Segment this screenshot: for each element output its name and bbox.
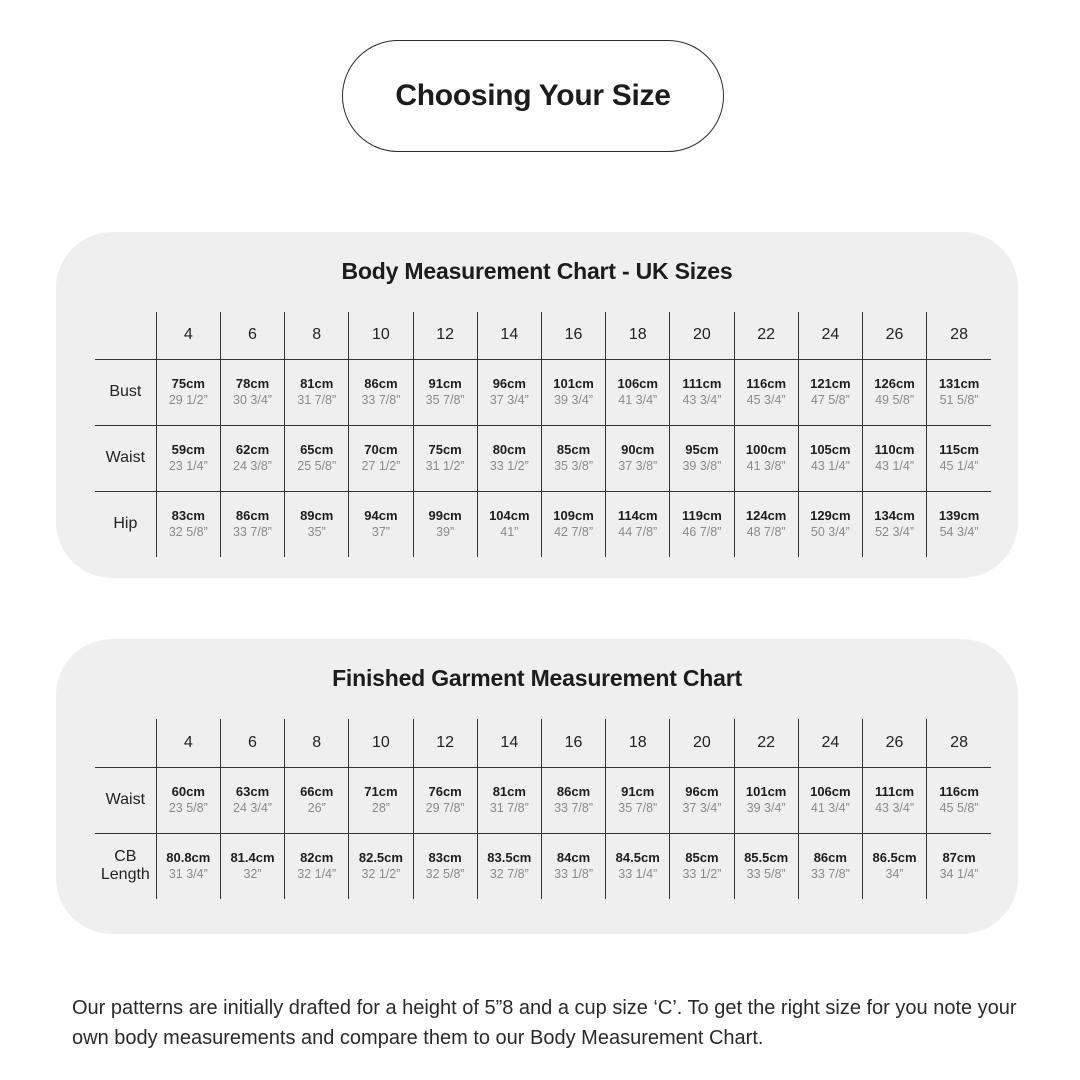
inch-value: 52 3/4” bbox=[875, 525, 914, 540]
measurement-cell bbox=[606, 491, 670, 557]
inch-value: 44 7/8” bbox=[618, 525, 658, 540]
size-header: 28 bbox=[927, 312, 991, 359]
measurement-cell bbox=[220, 359, 284, 425]
cm-value: 71cm bbox=[364, 784, 398, 799]
cm-value: 106cm bbox=[617, 376, 658, 391]
size-header: 12 bbox=[413, 719, 477, 767]
measurement-cell bbox=[734, 359, 798, 425]
inch-value: 45 5/8” bbox=[939, 801, 979, 815]
measurement-cell bbox=[541, 833, 605, 899]
measurement-cell bbox=[862, 491, 926, 557]
measurement-cell bbox=[670, 491, 734, 557]
measurement-cell bbox=[413, 491, 477, 557]
inch-value: 29 7/8” bbox=[425, 801, 465, 815]
inch-value: 33 7/8” bbox=[554, 801, 593, 815]
cm-value: 80cm bbox=[492, 442, 526, 457]
body-measurement-table bbox=[95, 312, 991, 557]
inch-value: 35 7/8” bbox=[618, 801, 658, 815]
measurement-cell bbox=[670, 425, 734, 491]
inch-value: 32 1/4” bbox=[297, 867, 337, 882]
inch-value: 29 1/2” bbox=[168, 393, 208, 407]
cm-value: 75cm bbox=[428, 442, 462, 457]
measurement-cell bbox=[156, 491, 220, 557]
cm-value: 106cm bbox=[810, 784, 851, 799]
table-row bbox=[95, 359, 991, 425]
measurement-cell bbox=[541, 359, 605, 425]
size-header: 10 bbox=[349, 719, 413, 767]
inch-value: 35” bbox=[307, 525, 326, 540]
inch-value: 39 3/4” bbox=[746, 801, 786, 815]
inch-value: 31 7/8” bbox=[297, 393, 337, 407]
inch-value: 43 1/4” bbox=[875, 459, 914, 473]
size-header: 12 bbox=[413, 312, 477, 359]
size-header: 24 bbox=[798, 719, 862, 767]
cm-value: 82cm bbox=[300, 850, 334, 866]
inch-value: 48 7/8” bbox=[746, 525, 786, 540]
inch-value: 25 5/8” bbox=[297, 459, 337, 473]
inch-value: 33 1/2” bbox=[489, 459, 529, 473]
inch-value: 43 3/4” bbox=[682, 393, 722, 407]
cm-value: 81cm bbox=[300, 376, 334, 391]
inch-value: 24 3/4” bbox=[233, 801, 272, 815]
cm-value: 111cm bbox=[682, 376, 722, 391]
row-label: Bust bbox=[95, 359, 156, 425]
measurement-cell bbox=[606, 833, 670, 899]
size-header: 8 bbox=[285, 312, 349, 359]
inch-value: 23 5/8” bbox=[168, 801, 208, 815]
inch-value: 32” bbox=[243, 867, 262, 882]
inch-value: 31 3/4” bbox=[168, 867, 208, 882]
inch-value: 37 3/4” bbox=[682, 801, 722, 815]
cm-value: 124cm bbox=[745, 508, 787, 524]
cm-value: 81cm bbox=[492, 784, 526, 799]
measurement-cell bbox=[349, 767, 413, 833]
row-label: CB Length bbox=[95, 833, 156, 899]
cm-value: 96cm bbox=[492, 376, 526, 391]
measurement-cell bbox=[477, 767, 541, 833]
cm-value: 111cm bbox=[875, 784, 915, 799]
inch-value: 33 5/8” bbox=[746, 867, 786, 882]
size-header: 26 bbox=[862, 719, 926, 767]
measurement-cell bbox=[734, 767, 798, 833]
measurement-cell bbox=[798, 425, 862, 491]
size-header: 6 bbox=[220, 312, 284, 359]
cm-value: 84.5cm bbox=[615, 850, 660, 866]
table-row bbox=[95, 425, 991, 491]
inch-value: 31 1/2” bbox=[425, 459, 465, 473]
cm-value: 96cm bbox=[685, 784, 719, 799]
cm-value: 86.5cm bbox=[872, 850, 917, 866]
cm-value: 84cm bbox=[556, 850, 591, 866]
inch-value: 33 1/8” bbox=[554, 867, 593, 882]
inch-value: 37 3/8” bbox=[618, 459, 658, 473]
size-header: 24 bbox=[798, 312, 862, 359]
measurement-cell bbox=[285, 767, 349, 833]
measurement-cell bbox=[477, 359, 541, 425]
cm-value: 86cm bbox=[813, 850, 847, 866]
measurement-cell bbox=[798, 767, 862, 833]
measurement-cell bbox=[670, 359, 734, 425]
inch-value: 41 3/4” bbox=[618, 393, 658, 407]
inch-value: 37 3/4” bbox=[489, 393, 529, 407]
inch-value: 27 1/2” bbox=[361, 459, 401, 473]
size-header: 20 bbox=[670, 312, 734, 359]
inch-value: 45 3/4” bbox=[746, 393, 786, 407]
cm-value: 100cm bbox=[745, 442, 787, 457]
measurement-cell bbox=[285, 833, 349, 899]
measurement-cell bbox=[220, 833, 284, 899]
measurement-cell bbox=[285, 425, 349, 491]
measurement-cell bbox=[670, 833, 734, 899]
inch-value: 45 1/4” bbox=[939, 459, 979, 473]
cm-value: 104cm bbox=[489, 508, 530, 524]
cm-value: 85cm bbox=[556, 442, 591, 457]
cm-value: 82.5cm bbox=[358, 850, 403, 866]
inch-value: 32 7/8” bbox=[489, 867, 529, 882]
cm-value: 101cm bbox=[553, 376, 594, 391]
cm-value: 81.4cm bbox=[230, 850, 275, 866]
measurement-cell bbox=[156, 359, 220, 425]
row-label: Waist bbox=[95, 425, 156, 491]
inch-value: 51 5/8” bbox=[939, 393, 979, 407]
measurement-cell bbox=[927, 425, 991, 491]
cm-value: 63cm bbox=[235, 784, 270, 799]
cm-value: 62cm bbox=[235, 442, 270, 457]
measurement-cell bbox=[349, 833, 413, 899]
cm-value: 87cm bbox=[942, 850, 976, 866]
cm-value: 83cm bbox=[428, 850, 462, 866]
inch-value: 43 3/4” bbox=[875, 801, 914, 815]
row-label: Hip bbox=[95, 491, 156, 557]
cm-value: 76cm bbox=[428, 784, 462, 799]
measurement-cell bbox=[156, 767, 220, 833]
measurement-cell bbox=[477, 833, 541, 899]
body-measurement-panel bbox=[56, 232, 1018, 578]
cm-value: 119cm bbox=[682, 508, 722, 524]
measurement-cell bbox=[798, 833, 862, 899]
size-header: 6 bbox=[220, 719, 284, 767]
measurement-cell bbox=[349, 491, 413, 557]
measurement-cell bbox=[670, 767, 734, 833]
inch-value: 42 7/8” bbox=[554, 525, 593, 540]
inch-value: 41 3/4” bbox=[810, 801, 850, 815]
measurement-cell bbox=[477, 491, 541, 557]
measurement-cell bbox=[349, 359, 413, 425]
inch-value: 41 3/8” bbox=[746, 459, 786, 473]
inch-value: 24 3/8” bbox=[233, 459, 272, 473]
measurement-cell bbox=[220, 425, 284, 491]
inch-value: 31 7/8” bbox=[489, 801, 529, 815]
cm-value: 105cm bbox=[810, 442, 851, 457]
inch-value: 41” bbox=[500, 525, 519, 540]
size-header: 16 bbox=[541, 719, 605, 767]
cm-value: 110cm bbox=[874, 442, 915, 457]
cm-value: 83.5cm bbox=[487, 850, 532, 866]
cm-value: 101cm bbox=[745, 784, 787, 799]
size-header: 22 bbox=[734, 312, 798, 359]
inch-value: 46 7/8” bbox=[682, 525, 722, 540]
measurement-cell bbox=[927, 491, 991, 557]
cm-value: 66cm bbox=[300, 784, 334, 799]
size-header: 14 bbox=[477, 312, 541, 359]
size-header: 18 bbox=[606, 719, 670, 767]
table-corner bbox=[95, 719, 156, 767]
inch-value: 32 1/2” bbox=[361, 867, 401, 882]
cm-value: 131cm bbox=[938, 376, 980, 391]
cm-value: 115cm bbox=[939, 442, 979, 457]
table-corner bbox=[95, 312, 156, 359]
measurement-cell bbox=[606, 359, 670, 425]
inch-value: 23 1/4” bbox=[168, 459, 208, 473]
table-row bbox=[95, 833, 991, 899]
cm-value: 91cm bbox=[621, 784, 655, 799]
inch-value: 32 5/8” bbox=[168, 525, 208, 540]
cm-value: 114cm bbox=[617, 508, 658, 524]
inch-value: 33 1/2” bbox=[682, 867, 722, 882]
table-row bbox=[95, 767, 991, 833]
measurement-cell bbox=[606, 425, 670, 491]
measurement-cell bbox=[413, 833, 477, 899]
row-label: Waist bbox=[95, 767, 156, 833]
cm-value: 134cm bbox=[874, 508, 915, 524]
cm-value: 109cm bbox=[553, 508, 594, 524]
measurement-cell bbox=[541, 425, 605, 491]
size-header: 8 bbox=[285, 719, 349, 767]
cm-value: 94cm bbox=[364, 508, 398, 524]
measurement-cell bbox=[220, 491, 284, 557]
size-header: 10 bbox=[349, 312, 413, 359]
cm-value: 70cm bbox=[364, 442, 398, 457]
measurement-cell bbox=[734, 425, 798, 491]
inch-value: 50 3/4” bbox=[810, 525, 850, 540]
inch-value: 43 1/4” bbox=[810, 459, 850, 473]
size-header: 28 bbox=[927, 719, 991, 767]
inch-value: 32 5/8” bbox=[425, 867, 465, 882]
cm-value: 80.8cm bbox=[166, 850, 211, 866]
cm-value: 85.5cm bbox=[744, 850, 789, 866]
cm-value: 59cm bbox=[171, 442, 205, 457]
body-chart-title: Body Measurement Chart - UK Sizes bbox=[341, 258, 733, 284]
size-header: 4 bbox=[156, 719, 220, 767]
cm-value: 78cm bbox=[235, 376, 270, 391]
table-row bbox=[95, 491, 991, 557]
cm-value: 89cm bbox=[300, 508, 334, 524]
inch-value: 33 7/8” bbox=[233, 525, 272, 540]
cm-value: 116cm bbox=[746, 376, 787, 391]
measurement-cell bbox=[349, 425, 413, 491]
cm-value: 85cm bbox=[685, 850, 719, 866]
garment-measurement-table bbox=[95, 719, 991, 899]
inch-value: 34” bbox=[885, 867, 904, 882]
size-header: 14 bbox=[477, 719, 541, 767]
cm-value: 99cm bbox=[428, 508, 462, 524]
measurement-cell bbox=[798, 359, 862, 425]
cm-value: 65cm bbox=[300, 442, 334, 457]
inch-value: 33 7/8” bbox=[361, 393, 401, 407]
measurement-cell bbox=[862, 425, 926, 491]
inch-value: 39 3/8” bbox=[682, 459, 722, 473]
size-header: 20 bbox=[670, 719, 734, 767]
measurement-cell bbox=[734, 833, 798, 899]
size-header: 4 bbox=[156, 312, 220, 359]
inch-value: 39 3/4” bbox=[554, 393, 593, 407]
cm-value: 86cm bbox=[235, 508, 270, 524]
cm-value: 90cm bbox=[621, 442, 655, 457]
measurement-cell bbox=[156, 425, 220, 491]
sizing-note: Our patterns are initially drafted for a height of 5”8 and a cup size ‘C’. To get the right size for you note your own body measurements and compare them to our Body Measurement Chart. bbox=[72, 997, 1017, 1049]
measurement-cell bbox=[798, 491, 862, 557]
measurement-cell bbox=[477, 425, 541, 491]
inch-value: 37” bbox=[371, 525, 390, 540]
inch-value: 47 5/8” bbox=[810, 393, 850, 407]
inch-value: 28” bbox=[371, 801, 390, 815]
size-header: 18 bbox=[606, 312, 670, 359]
measurement-cell bbox=[413, 425, 477, 491]
inch-value: 30 3/4” bbox=[233, 393, 272, 407]
garment-measurement-panel bbox=[56, 639, 1018, 934]
inch-value: 33 7/8” bbox=[810, 867, 850, 882]
cm-value: 86cm bbox=[364, 376, 398, 391]
cm-value: 91cm bbox=[428, 376, 462, 391]
measurement-cell bbox=[541, 491, 605, 557]
inch-value: 35 3/8” bbox=[554, 459, 593, 473]
measurement-cell bbox=[285, 359, 349, 425]
measurement-cell bbox=[220, 767, 284, 833]
inch-value: 34 1/4” bbox=[939, 867, 979, 882]
cm-value: 75cm bbox=[171, 376, 205, 391]
cm-value: 129cm bbox=[810, 508, 851, 524]
cm-value: 86cm bbox=[556, 784, 591, 799]
cm-value: 95cm bbox=[685, 442, 719, 457]
measurement-cell bbox=[862, 833, 926, 899]
measurement-cell bbox=[413, 359, 477, 425]
size-header: 22 bbox=[734, 719, 798, 767]
cm-value: 126cm bbox=[874, 376, 915, 391]
inch-value: 39” bbox=[436, 525, 455, 540]
cm-value: 60cm bbox=[171, 784, 205, 799]
measurement-cell bbox=[541, 767, 605, 833]
size-header: 26 bbox=[862, 312, 926, 359]
measurement-cell bbox=[156, 833, 220, 899]
inch-value: 54 3/4” bbox=[939, 525, 979, 540]
measurement-cell bbox=[927, 359, 991, 425]
measurement-cell bbox=[413, 767, 477, 833]
measurement-cell bbox=[285, 491, 349, 557]
measurement-cell bbox=[606, 767, 670, 833]
cm-value: 116cm bbox=[939, 784, 979, 799]
inch-value: 33 1/4” bbox=[618, 867, 658, 882]
measurement-cell bbox=[734, 491, 798, 557]
measurement-cell bbox=[927, 767, 991, 833]
garment-chart-title: Finished Garment Measurement Chart bbox=[332, 665, 742, 691]
cm-value: 139cm bbox=[938, 508, 980, 524]
cm-value: 83cm bbox=[171, 508, 205, 524]
size-header: 16 bbox=[541, 312, 605, 359]
inch-value: 49 5/8” bbox=[875, 393, 914, 407]
inch-value: 35 7/8” bbox=[425, 393, 465, 407]
inch-value: 26” bbox=[307, 801, 326, 815]
measurement-cell bbox=[862, 359, 926, 425]
measurement-cell bbox=[862, 767, 926, 833]
cm-value: 121cm bbox=[810, 376, 851, 391]
page-title: Choosing Your Size bbox=[342, 40, 724, 152]
measurement-cell bbox=[927, 833, 991, 899]
